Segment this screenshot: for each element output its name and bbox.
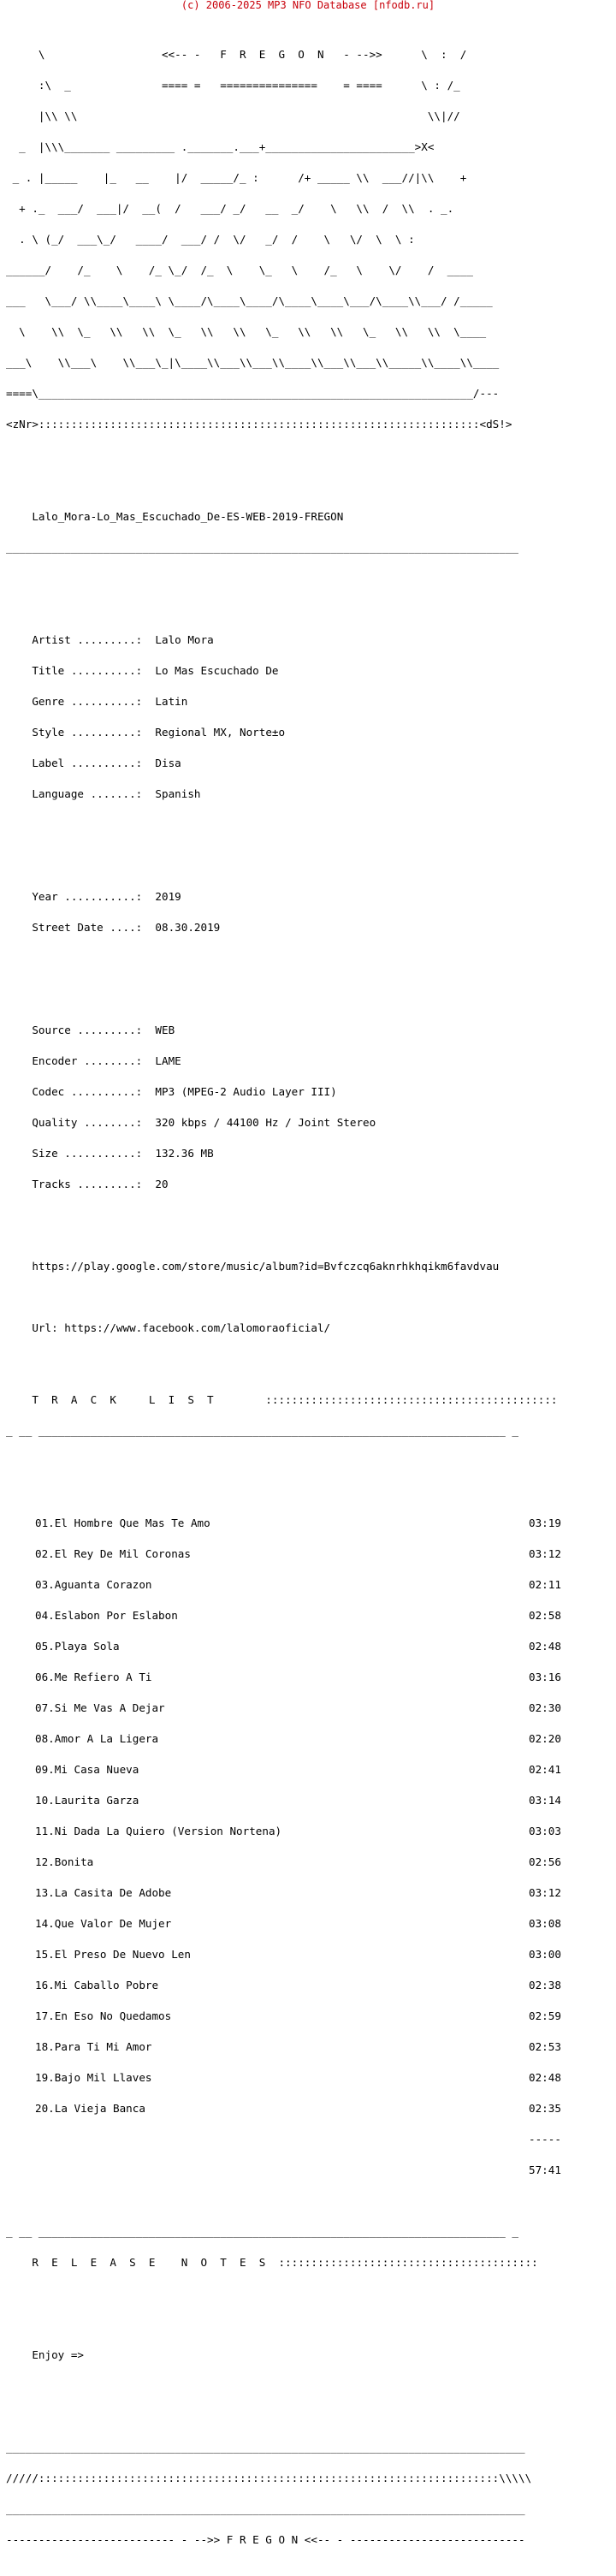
blank-line — [6, 573, 558, 584]
track-row — [35, 1517, 561, 1529]
footer-art — [6, 2422, 558, 2566]
track-duration: 03:12 — [529, 1547, 561, 1560]
track-row — [35, 1948, 561, 1961]
track-row — [35, 2009, 561, 2022]
track-list — [6, 1498, 561, 2196]
track-row — [35, 1979, 561, 1991]
track-row — [35, 2102, 561, 2115]
track-duration: 02:38 — [529, 1979, 561, 1991]
footer-line: ________________________________________________________________________________ — [6, 2502, 525, 2515]
track-duration: 02:30 — [529, 1701, 561, 1714]
track-duration: 02:59 — [529, 2009, 561, 2022]
track-title: 10.Laurita Garza — [35, 1794, 139, 1807]
track-title: 16.Mi Caballo Pobre — [35, 1979, 159, 1991]
track-row — [35, 1640, 561, 1653]
track-title: 13.La Casita De Adobe — [35, 1886, 172, 1899]
info-row-year: Year ...........: 2019 — [32, 890, 181, 903]
track-row — [35, 1825, 561, 1837]
divider: _______________________________________________________________________________ — [6, 541, 518, 554]
blank-line — [6, 1457, 558, 1467]
track-row — [35, 1732, 561, 1745]
total-duration: 57:41 — [529, 2163, 561, 2176]
banner-line: ______/ /_ \ /_ \_/ /_ \ \_ \ /_ \ \/ / ____ — [6, 264, 473, 276]
track-row — [35, 1886, 561, 1899]
track-duration: 03:00 — [529, 1948, 561, 1961]
track-duration: 03:16 — [529, 1671, 561, 1683]
track-title: 09.Mi Casa Nueva — [35, 1763, 139, 1776]
track-title: 15.El Preso De Nuevo Len — [35, 1948, 191, 1961]
blank-line — [6, 974, 558, 984]
track-row — [35, 1855, 561, 1868]
release-notes-header: R E L E A S E N O T E S :::::::::::::::::::::::::::::::::::::::: — [32, 2256, 538, 2269]
total-rule: ----- — [529, 2133, 561, 2146]
track-duration: 02:35 — [529, 2102, 561, 2115]
info-row-title: Title ..........: Lo Mas Escuchado De — [32, 664, 279, 677]
track-row — [35, 1763, 561, 1776]
section-rule: _ __ ________________________________________________________________________ _ — [6, 2225, 518, 2238]
nfodb-header-link[interactable]: (c) 2006-2025 MP3 NFO Database [nfodb.ru] — [181, 0, 435, 11]
track-title: 03.Aguanta Corazon — [35, 1578, 152, 1591]
blank-line — [6, 2381, 558, 2391]
track-title: 11.Ni Dada La Quiero (Version Nortena) — [35, 1825, 282, 1837]
blank-line — [6, 1292, 558, 1303]
banner-line: _ . |_____ |_ __ |/ _____/_ : /+ _____ \\ ___//|\\ + — [6, 171, 467, 184]
track-title: 07.Si Me Vas A Dejar — [35, 1701, 165, 1714]
blank-line — [6, 2319, 558, 2330]
track-duration: 03:14 — [529, 1794, 561, 1807]
info-row-codec: Codec ..........: MP3 (MPEG-2 Audio Layer III) — [32, 1085, 337, 1098]
track-row — [35, 1917, 561, 1930]
info-row-encoder: Encoder ........: LAME — [32, 1054, 181, 1067]
track-row — [35, 1701, 561, 1714]
track-duration: 02:11 — [529, 1578, 561, 1591]
footer-line: /////:::::::::::::::::::::::::::::::::::::::::::::::::::::::::::::::::::::::\\\\\ — [6, 2472, 532, 2484]
track-duration: 03:03 — [529, 1825, 561, 1837]
total-row — [35, 2163, 561, 2176]
track-row — [35, 1794, 561, 1807]
info-row-label: Label ..........: Disa — [32, 757, 181, 769]
banner-line: ====\___________________________________________________________________/--- — [6, 387, 500, 400]
track-title: 20.La Vieja Banca — [35, 2102, 145, 2115]
banner-line: _ |\\\_______ _________ ._______.___+_______________________>X< — [6, 140, 435, 153]
track-duration: 02:53 — [529, 2040, 561, 2053]
blank-line — [6, 2288, 558, 2299]
info-block-technical — [6, 1005, 558, 1210]
banner-line: . \ (_/ ___\_/ ____/ ___/ / \/ _/ / \ \/ \ \ : — [6, 233, 415, 246]
info-row-artist: Artist .........: Lalo Mora — [32, 633, 214, 646]
nfo-document — [6, 9, 561, 2576]
footer-line: -------------------------- - -->> F R E G O N <<-- - --------------------------- — [6, 2533, 525, 2546]
info-block-main — [6, 614, 558, 820]
tracklist-header: T R A C K L I S T ::::::::::::::::::::::::::::::::::::::::::::: — [32, 1393, 558, 1406]
track-title: 14.Que Valor De Mujer — [35, 1917, 172, 1930]
track-row — [35, 1578, 561, 1591]
banner-line: :\ _ ==== = =============== = ==== \ : /_ — [6, 79, 460, 92]
track-duration: 02:56 — [529, 1855, 561, 1868]
track-title: 01.El Hombre Que Mas Te Amo — [35, 1517, 210, 1529]
store-link[interactable]: https://play.google.com/store/music/album?id=Bvfczcq6aknrhkhqikm6favdvau — [32, 1260, 500, 1273]
banner-line: ___\ \\___\ \\___\_|\____\\___\\___\\____\\___\\___\\_____\\____\\____ — [6, 356, 500, 369]
section-rule: _ __ ________________________________________________________________________ _ — [6, 1424, 518, 1437]
info-row-quality: Quality ........: 320 kbps / 44100 Hz / Joint Stereo — [32, 1116, 376, 1129]
info-block-dates — [6, 871, 558, 953]
banner-line: <zNr>::::::::::::::::::::::::::::::::::::::::::::::::::::::::::::::::::::<dS!> — [6, 418, 512, 430]
info-row-source: Source .........: WEB — [32, 1024, 175, 1036]
track-duration: 02:48 — [529, 1640, 561, 1653]
facebook-link[interactable]: Url: https://www.facebook.com/lalomoraoficial/ — [32, 1321, 331, 1334]
footer-line: ________________________________________________________________________________ — [6, 2441, 525, 2454]
track-title: 08.Amor A La Ligera — [35, 1732, 159, 1745]
track-duration: 03:19 — [529, 1517, 561, 1529]
track-duration: 03:12 — [529, 1886, 561, 1899]
track-duration: 02:20 — [529, 1732, 561, 1745]
blank-line — [6, 1231, 558, 1241]
banner-line: \ \\ \_ \\ \\ \_ \\ \\ \_ \\ \\ \_ \\ \\ \____ — [6, 325, 487, 338]
banner-line: ___ \___/ \\____\____\ \____/\____\____/\____\____\___/\____\\___/ /_____ — [6, 294, 493, 307]
track-title: 04.Eslabon Por Eslabon — [35, 1609, 178, 1622]
track-title: 06.Me Refiero A Ti — [35, 1671, 152, 1683]
info-row-tracks: Tracks .........: 20 — [32, 1178, 169, 1190]
info-row-language: Language .......: Spanish — [32, 787, 201, 800]
track-title: 19.Bajo Mil Llaves — [35, 2071, 152, 2084]
total-rule-row — [35, 2133, 561, 2146]
track-row — [35, 2071, 561, 2084]
blank-line — [6, 481, 558, 491]
track-duration: 02:41 — [529, 1763, 561, 1776]
track-duration: 03:08 — [529, 1917, 561, 1930]
track-duration: 02:58 — [529, 1609, 561, 1622]
track-row — [35, 2040, 561, 2053]
info-row-style: Style ..........: Regional MX, Norte±o — [32, 726, 286, 739]
info-row-street-date: Street Date ....: 08.30.2019 — [32, 921, 221, 934]
banner-line: + ._ ___/ ___|/ __( / ___/ _/ __ _/ \ \\ / \\ . _. — [6, 202, 454, 215]
blank-line — [6, 840, 558, 851]
track-row — [35, 1671, 561, 1683]
release-name: Lalo_Mora-Lo_Mas_Escuchado_De-ES-WEB-2019-FREGON — [32, 510, 344, 523]
banner-line: \ <<-- - F R E G O N - -->> \ : / — [6, 48, 467, 61]
banner-line: |\\ \\ \\|// — [6, 110, 460, 122]
track-title: 17.En Eso No Quedamos — [35, 2009, 172, 2022]
blank-line — [6, 1354, 558, 1364]
notes-text: Enjoy => — [32, 2348, 85, 2361]
track-title: 02.El Rey De Mil Coronas — [35, 1547, 191, 1560]
track-duration: 02:48 — [529, 2071, 561, 2084]
track-title: 18.Para Ti Mi Amor — [35, 2040, 152, 2053]
info-row-genre: Genre ..........: Latin — [32, 695, 188, 708]
track-title: 12.Bonita — [35, 1855, 94, 1868]
track-row — [35, 1609, 561, 1622]
track-row — [35, 1547, 561, 1560]
info-row-size: Size ...........: 132.36 MB — [32, 1147, 214, 1160]
track-title: 05.Playa Sola — [35, 1640, 120, 1653]
ascii-banner — [6, 29, 558, 450]
